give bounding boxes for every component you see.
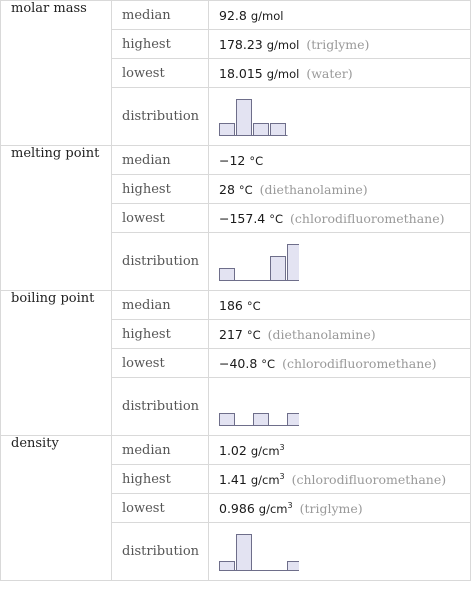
- histogram-bar: [254, 123, 269, 135]
- value-unit: g/cm: [258, 501, 288, 516]
- stat-value: [209, 1, 471, 30]
- histogram-bar: [237, 99, 252, 135]
- stat-label: distribution: [112, 88, 209, 146]
- value-unit: °C: [269, 211, 284, 226]
- value-unit: g/mol: [266, 37, 300, 52]
- stat-value: [209, 436, 471, 465]
- histogram-bar: [220, 413, 235, 425]
- stat-label: median: [112, 1, 209, 30]
- stat-label: median: [112, 436, 209, 465]
- molar-mass-median-row: [1, 1, 471, 30]
- histogram-bar: [220, 268, 235, 280]
- value-number: −12: [219, 152, 246, 168]
- compound-note: (chlorodifluoromethane): [282, 355, 437, 371]
- distribution-histogram: [219, 385, 299, 429]
- stat-label: highest: [112, 320, 209, 349]
- distribution-cell: [209, 378, 471, 436]
- value-number: 217: [219, 326, 243, 342]
- property-name: density: [1, 436, 112, 581]
- value-number: −157.4: [219, 210, 266, 226]
- stat-value: [209, 204, 471, 233]
- property-name: boiling point: [1, 291, 112, 436]
- stat-label: lowest: [112, 59, 209, 88]
- value-number: 1.02: [219, 442, 247, 458]
- value-number: 0.986: [219, 500, 255, 516]
- property-name: melting point: [1, 146, 112, 291]
- compound-note: (diethanolamine): [259, 181, 368, 197]
- stat-label: lowest: [112, 204, 209, 233]
- histogram-bar: [288, 244, 300, 280]
- stat-label: distribution: [112, 378, 209, 436]
- stat-label: distribution: [112, 233, 209, 291]
- distribution-cell: [209, 88, 471, 146]
- value-number: 92.8: [219, 7, 247, 23]
- boiling-point-median-row: [1, 291, 471, 320]
- stat-value: [209, 30, 471, 59]
- value-unit: g/mol: [266, 66, 300, 81]
- histogram-bar: [237, 534, 252, 570]
- stat-label: lowest: [112, 349, 209, 378]
- value-number: 18.015: [219, 65, 263, 81]
- density-median-row: [1, 436, 471, 465]
- value-number: 28: [219, 181, 235, 197]
- distribution-histogram: [219, 240, 299, 284]
- stat-value: [209, 494, 471, 523]
- stat-label: highest: [112, 30, 209, 59]
- distribution-histogram: [219, 95, 299, 139]
- unit-exponent: 3: [279, 442, 285, 452]
- histogram-bar: [288, 561, 300, 570]
- value-number: 186: [219, 297, 243, 313]
- value-unit: g/cm: [250, 472, 280, 487]
- compound-note: (chlorodifluoromethane): [290, 210, 445, 226]
- distribution-histogram: [219, 530, 299, 574]
- compound-note: (water): [306, 65, 353, 81]
- stat-value: [209, 349, 471, 378]
- unit-exponent: 3: [287, 500, 293, 510]
- compound-note: (chlorodifluoromethane): [291, 471, 447, 487]
- stat-label: distribution: [112, 523, 209, 581]
- stat-value: [209, 59, 471, 88]
- histogram-bar: [254, 413, 269, 425]
- value-unit: °C: [249, 153, 264, 168]
- compound-note: (triglyme): [299, 500, 363, 516]
- histogram-bar: [271, 256, 286, 280]
- stat-label: median: [112, 291, 209, 320]
- value-unit: g/mol: [250, 8, 284, 23]
- stat-value: [209, 291, 471, 320]
- unit-exponent: 3: [279, 471, 285, 481]
- melting-point-median-row: [1, 146, 471, 175]
- stat-label: median: [112, 146, 209, 175]
- stat-value: [209, 175, 471, 204]
- stat-value: [209, 465, 471, 494]
- value-unit: °C: [246, 327, 261, 342]
- value-number: −40.8: [219, 355, 258, 371]
- distribution-cell: [209, 523, 471, 581]
- property-name: molar mass: [1, 1, 112, 146]
- value-unit: °C: [261, 356, 276, 371]
- stat-label: highest: [112, 465, 209, 494]
- histogram-bar: [288, 413, 300, 425]
- histogram-bar: [271, 123, 286, 135]
- compound-note: (diethanolamine): [267, 326, 376, 342]
- value-number: 1.41: [219, 471, 247, 487]
- compound-note: (triglyme): [306, 36, 370, 52]
- value-number: 178.23: [219, 36, 263, 52]
- value-unit: g/cm: [250, 443, 280, 458]
- value-unit: °C: [246, 298, 261, 313]
- histogram-bar: [220, 561, 235, 570]
- stat-label: lowest: [112, 494, 209, 523]
- stat-value: [209, 320, 471, 349]
- distribution-cell: [209, 233, 471, 291]
- value-unit: °C: [238, 182, 253, 197]
- stat-label: highest: [112, 175, 209, 204]
- histogram-bar: [220, 123, 235, 135]
- stat-value: [209, 146, 471, 175]
